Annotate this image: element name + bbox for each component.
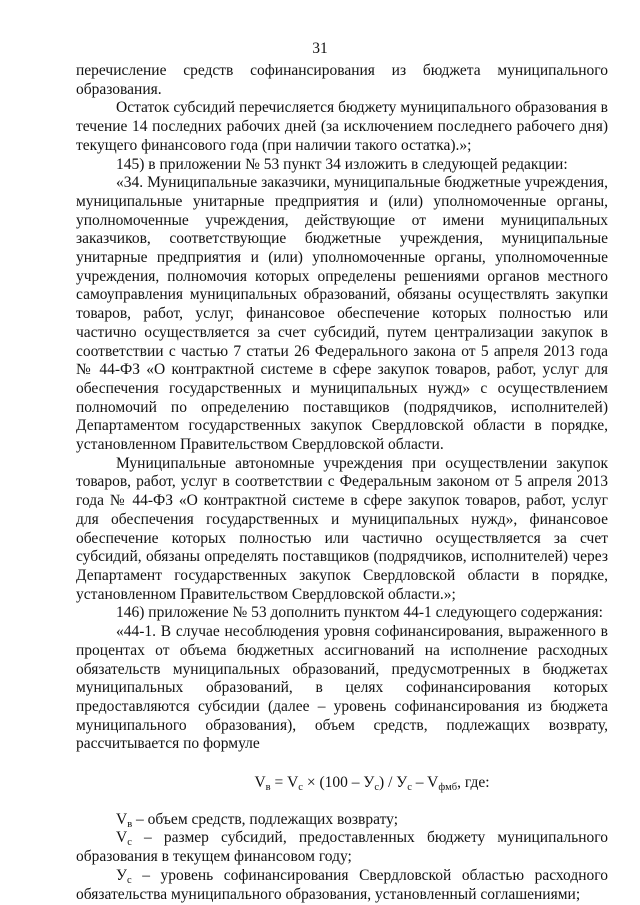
paragraph-continuation: перечисление средств софинансирования из бюджета муниципального образования. — [76, 62, 608, 98]
paragraph-subsidy-remainder: Остаток субсидий перечисляется бюджету муниципального образования в течение 14 последних рабочих дней (за исключением последнего рабочего дня) текущего финансового года (при наличии такого остатка).»; — [76, 99, 608, 154]
definition-uc: $У_c$ – уровень софинансирования Свердловской областью расходного обязательства муниципального образования, установленный соглашениями; — [76, 866, 608, 903]
page-number: 31 — [312, 40, 328, 57]
paragraph-autonomous-institutions: Муниципальные автономные учреждения при осуществлении закупок товаров, работ, услуг в соответствии с Федеральным законом от 5 апреля 2013 года № 44-ФЗ «О контрактной системе в сфере закупок товаров, работ, услуг для обеспечения государственных и муниципальных нужд», финансовое обеспечение которых полностью или частично осуществляется за счет субсидий, обязаны определять поставщиков (подрядчиков, исполнителей) через Департамент государственных закупок Свердловской области в порядке, установленном Правительством Свердловской области.»; — [76, 454, 608, 603]
paragraph-item-146: 146) приложение № 53 дополнить пунктом 44-1 следующего содержания: — [116, 604, 603, 622]
definition-vc: $V_c$ – размер субсидий, предоставленных бюджету муниципального образования в текущем финансовом году; — [76, 829, 608, 866]
refund-formula: $V_в = V_c \times (100 - У_c) / У_c - V_{фмб}$, где: — [254, 774, 490, 794]
paragraph-clause-34: «34. Муниципальные заказчики, муниципальные бюджетные учреждения, муниципальные унитарные предприятия и (или) уполномоченные органы, уполномоченные учреждения, действующие от имени муниципальных заказчиков, соответствующие бюджетные учреждения, муниципальные унитарные предприятия и (или) уполномоченные органы, уполномоченные учреждения, полномочия которых определены решениями органов местного самоуправления муниципальных образований, обязаны осуществлять закупки товаров, работ, услуг, финансовое обеспечение которых полностью или частично осуществляется за счет субсидий, путем централизации закупок в соответствии с частью 7 статьи 26 Федерального закона от 5 апреля 2013 года № 44-ФЗ «О контрактной системе в сфере закупок товаров, работ, услуг для обеспечения государственных и муниципальных нужд» с осуществлением полномочий по определению поставщиков (подрядчиков, исполнителей) Департаментом государственных закупок Свердловской области в порядке, установленном Правительством Свердловской области. — [76, 174, 608, 454]
document-body — [76, 62, 608, 904]
paragraph-item-145: 145) в приложении № 53 пункт 34 изложить в следующей редакции: — [116, 155, 568, 173]
definition-vv: $V_в$ – объем средств, подлежащих возврату; — [116, 810, 399, 830]
paragraph-clause-44-1: «44-1. В случае несоблюдения уровня софинансирования, выраженного в процентах от объема бюджетных ассигнований на исполнение расходных обязательств муниципальных образований, предусмотренных в бюджетах муниципальных образований, в целях софинансирования которых предоставляются субсидии (далее – уровень софинансирования из бюджета муниципального образования), объем средств, подлежащих возврату, рассчитывается по формуле — [76, 623, 608, 753]
